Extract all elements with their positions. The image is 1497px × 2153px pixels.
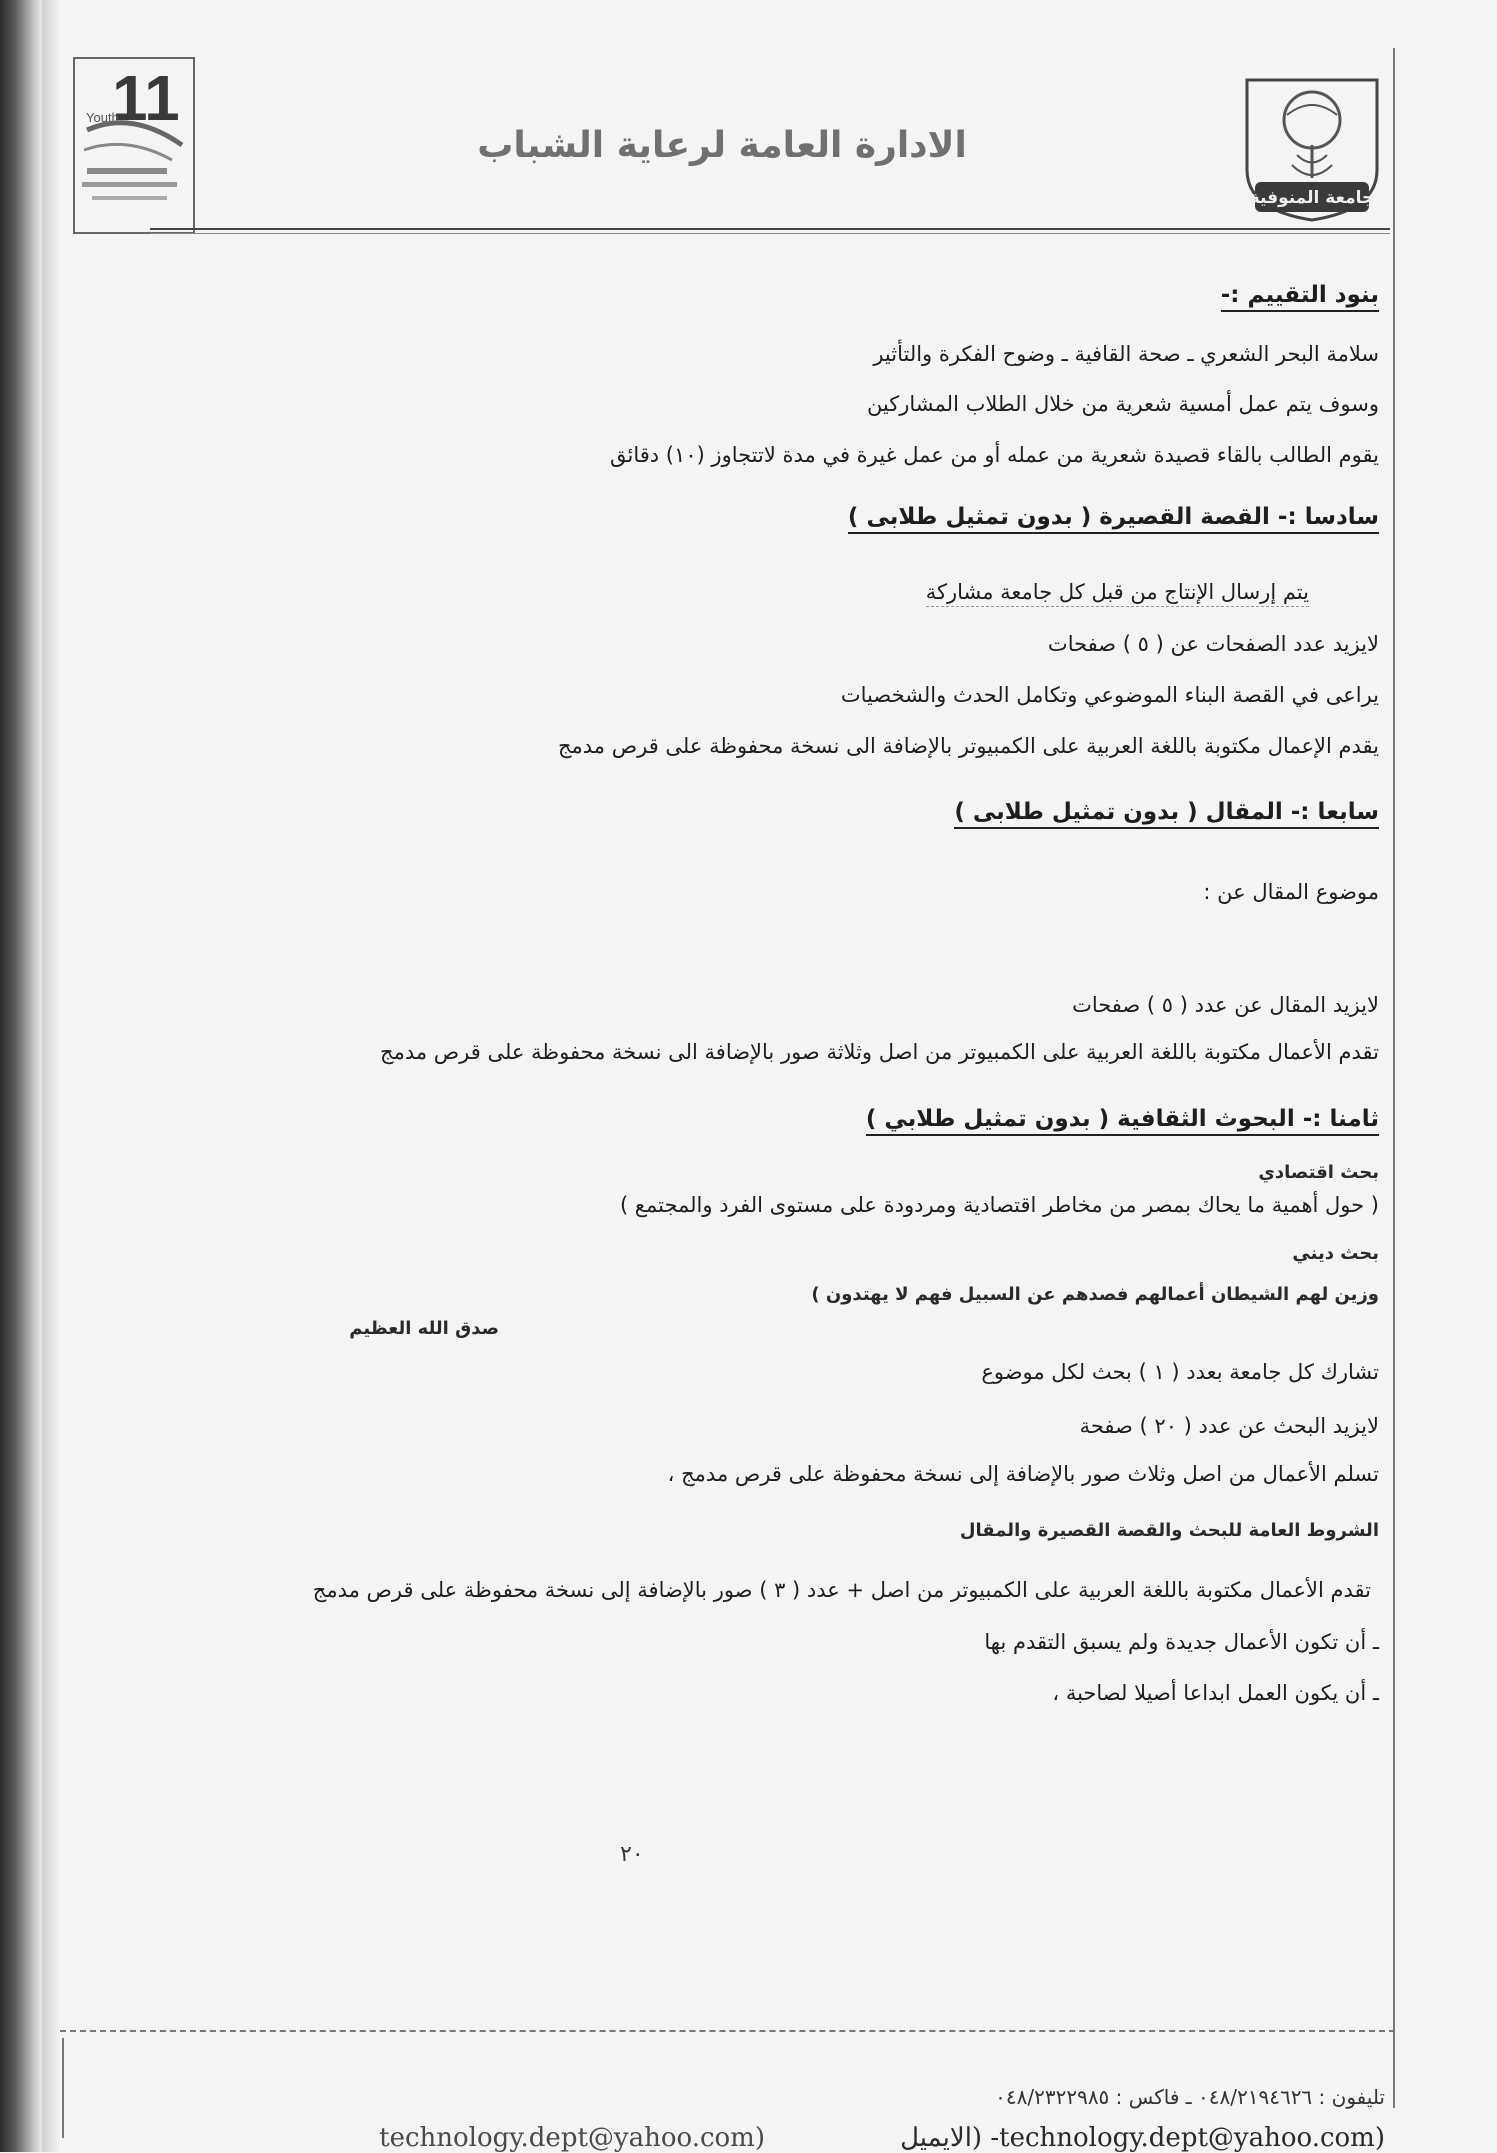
svg-text:11: 11 (112, 62, 180, 134)
general-line: ـ أن يكون العمل ابداعا أصيلا لصاحبة ، (1052, 1681, 1379, 1705)
footer-rule (60, 2030, 1395, 2032)
research-line: لايزيد البحث عن عدد ( ٢٠ ) صفحة (1079, 1414, 1379, 1438)
research-line: تسلم الأعمال من اصل وثلاث صور بالإضافة إلى نسخة محفوظة على قرص مدمج ، (667, 1462, 1379, 1486)
criteria-line: سلامة البحر الشعري ـ صحة القافية ـ وضوح الفكرة والتأثير (873, 342, 1379, 366)
story-line: يتم إرسال الإنتاج من قبل كل جامعة مشاركة (926, 580, 1309, 607)
svg-text:جامعة المنوفية: جامعة المنوفية (1249, 188, 1375, 208)
section-heading-short-story: سادسا :- القصة القصيرة ( بدون تمثيل طلابى ) (848, 504, 1379, 534)
research-religious-verse: وزين لهم الشيطان أعمالهم فصدهم عن السبيل فهم لا يهتدون ) (811, 1284, 1379, 1305)
research-religious-title: بحث ديني (1292, 1243, 1379, 1264)
criteria-line: يقوم الطالب بالقاء قصيدة شعرية من عمله أو من عمل غيرة في مدة لاتتجاوز (١٠) دقائق (609, 443, 1379, 467)
scan-shadow-fade (42, 0, 60, 2152)
article-line: تقدم الأعمال مكتوبة باللغة العربية على الكمبيوتر من اصل وثلاثة صور بالإضافة الى نسخة محفوظة على قرص مدمج (380, 1040, 1379, 1064)
section-heading-article: سابعا :- المقال ( بدون تمثيل طلابى ) (954, 799, 1379, 829)
research-religious-closing: صدق الله العظيم (349, 1318, 499, 1339)
article-topic-label: موضوع المقال عن : (1203, 880, 1379, 904)
general-line: تقدم الأعمال مكتوبة باللغة العربية على الكمبيوتر من اصل + عدد ( ٣ ) صور بالإضافة إلى نسخة محفوظة على قرص مدمج (312, 1578, 1371, 1602)
general-line: ـ أن تكون الأعمال جديدة ولم يسبق التقدم بها (984, 1630, 1379, 1654)
story-line: لايزيد عدد الصفحات عن ( ٥ ) صفحات (1047, 632, 1379, 656)
university-emblem-icon (1237, 60, 1387, 225)
letterhead (72, 40, 1387, 240)
research-line: تشارك كل جامعة بعدد ( ١ ) بحث لكل موضوع (981, 1360, 1379, 1384)
letterhead-department: الادارة العامة لرعاية الشباب (477, 125, 967, 166)
research-economic-text: ( حول أهمية ما يحاك بمصر من مخاطر اقتصادية ومردودة على مستوى الفرد والمجتمع ) (619, 1193, 1379, 1217)
svg-text:Youth: Youth (86, 110, 119, 125)
story-line: يراعى في القصة البناء الموضوعي وتكامل الحدث والشخصيات (840, 683, 1379, 707)
letterhead-rule (150, 228, 1390, 234)
footer-phone: تليفون : ٠٤٨/٢١٩٤٦٢٦ ـ فاكس : ٠٤٨/٢٣٢٢٩٨٥ (995, 2085, 1385, 2109)
footer-email: (technology.dept@yahoo.com- (الايميل (900, 2123, 1385, 2153)
university-logo (1237, 60, 1387, 225)
letterhead-footer (60, 2065, 1395, 2153)
criteria-line: وسوف يتم عمل أمسية شعرية من خلال الطلاب المشاركين (866, 392, 1379, 416)
footer-email-secondary: (technology.dept@yahoo.com (379, 2123, 765, 2153)
general-conditions-heading: الشروط العامة للبحث والقصة القصيرة والمقال (959, 1520, 1379, 1541)
story-line: يقدم الإعمال مكتوبة باللغة العربية على الكمبيوتر بالإضافة الى نسخة محفوظة على قرص مدمج (557, 734, 1379, 758)
page-number: ٢٠ (620, 1842, 644, 1867)
article-line: لايزيد المقال عن عدد ( ٥ ) صفحات (1072, 993, 1379, 1017)
section-heading-research: ثامنا :- البحوث الثقافية ( بدون تمثيل طلابي ) (866, 1106, 1379, 1136)
research-economic-title: بحث اقتصادي (1258, 1162, 1379, 1183)
criteria-heading: بنود التقييم :- (1221, 282, 1379, 312)
youth-week-logo (72, 50, 202, 240)
page-frame-line (1393, 48, 1395, 2108)
scan-shadow (0, 0, 42, 2152)
